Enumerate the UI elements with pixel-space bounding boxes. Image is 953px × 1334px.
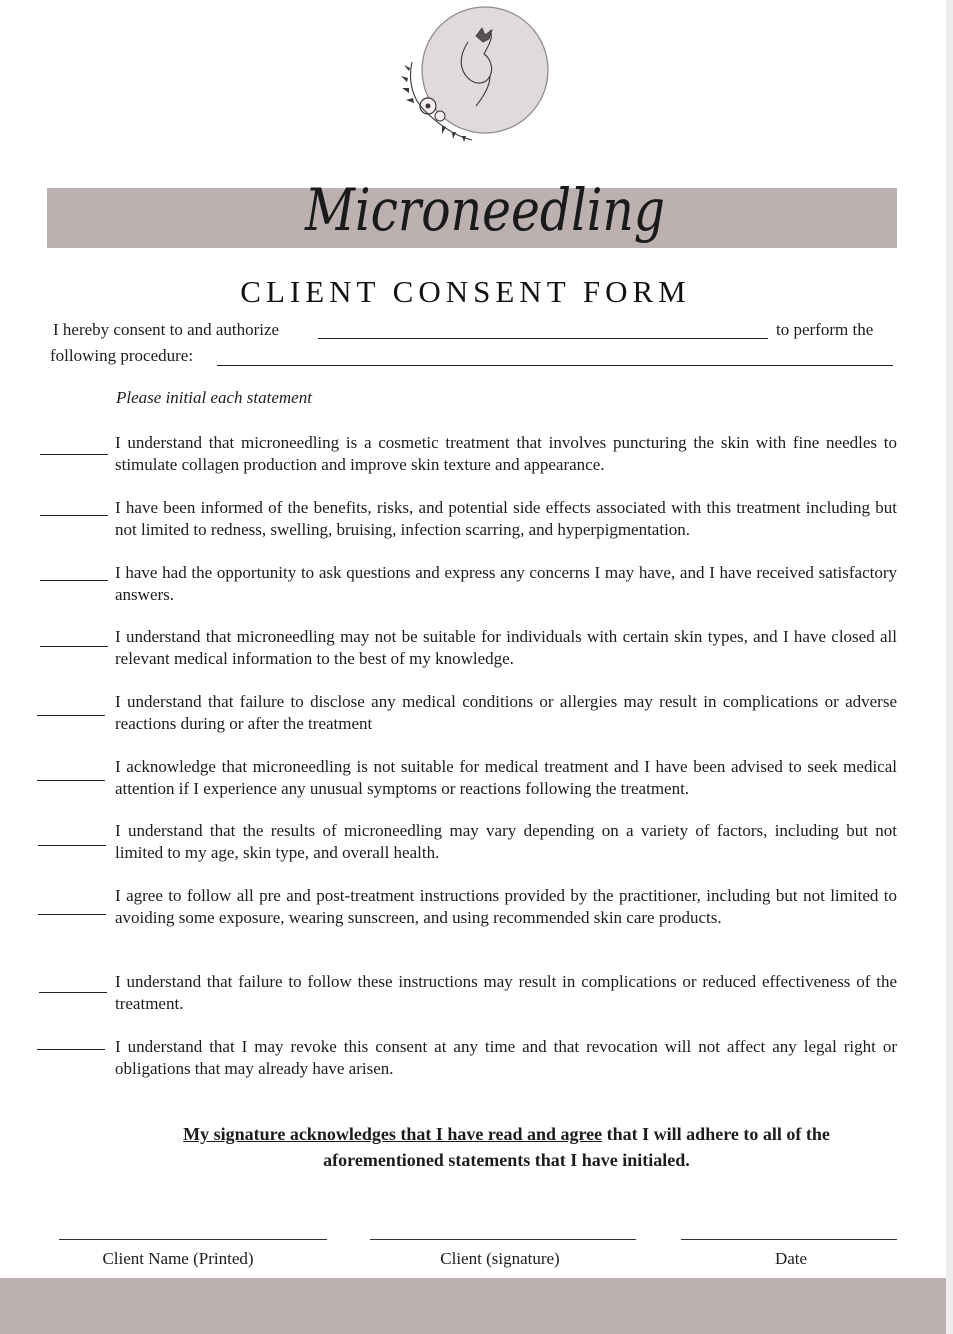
procedure-label: following procedure: [50,346,194,365]
initial-blank[interactable] [38,845,106,846]
statement-text: I understand that the results of microneedling may vary depending on a variety of factors, including but not limited to my age, skin type, and overall health. [115,821,897,862]
initial-blank[interactable] [40,646,108,647]
date-label: Date [774,1249,808,1268]
statement-text: I acknowledge that microneedling is not suitable for medical treatment and I have been advised to seek medical attention if I experience any unusual symptoms or reactions following the treatment. [115,757,897,798]
consent-authorize-row [53,320,895,340]
authorize-suffix: to perform the [776,320,874,339]
acknowledgement-line2: aforementioned statements that I have initialed. [323,1150,690,1170]
client-name-label: Client Name (Printed) [102,1249,254,1268]
practitioner-blank[interactable] [318,338,768,339]
initial-blank[interactable] [37,715,105,716]
authorize-prefix: I hereby consent to and authorize [53,320,280,339]
statement-text: I have had the opportunity to ask questions and express any concerns I may have, and I have received satisfactory answers. [115,563,897,604]
form-heading: CLIENT CONSENT FORM [240,274,691,309]
initial-blank[interactable] [40,515,108,516]
initial-blank[interactable] [37,780,105,781]
acknowledgement-line1-rest: that I will adhere to all of the [602,1124,830,1144]
acknowledgement-underlined: My signature acknowledges that I have read and agree [183,1124,603,1144]
procedure-blank[interactable] [217,365,893,366]
initial-blank[interactable] [38,914,106,915]
initial-blank[interactable] [37,1049,105,1050]
script-title [290,168,680,278]
date-line[interactable] [681,1239,897,1240]
statement-text: I have been informed of the benefits, risks, and potential side effects associated with this treatment including but not limited to redness, swelling, bruising, infection scarring, and hyperpigmentation. [115,498,897,539]
signature-acknowledgement [150,1121,863,1173]
initial-blank[interactable] [39,992,107,993]
statement-text: I understand that microneedling may not be suitable for individuals with certain skin types, and I have closed all relevant medical information to the best of my knowledge. [115,627,897,668]
statement-text: I understand that failure to disclose any medical conditions or allergies may result in complications or adverse reactions during or after the treatment [115,692,897,733]
statement-text: I agree to follow all pre and post-treatment instructions provided by the practitioner, including but not limited to avoiding some exposure, wearing sunscreen, and using recommended skin care products. [115,886,897,927]
statement-text: I understand that microneedling is a cosmetic treatment that involves puncturing the skin with fine needles to stimulate collagen production and improve skin texture and appearance. [115,433,897,474]
initial-blank[interactable] [40,454,108,455]
statement-text: I understand that failure to follow these instructions may result in complications or reduced effectiveness of the treatment. [115,972,897,1013]
statement-text: I understand that I may revoke this consent at any time and that revocation will not affect any legal right or obligations that may already have arisen. [115,1037,897,1078]
script-title-text: Microneedling [304,176,665,244]
instruction-text: Please initial each statement [116,388,312,407]
client-signature-label: Client (signature) [440,1249,560,1268]
page-edge [946,0,953,1334]
client-name-line[interactable] [59,1239,327,1240]
consent-procedure-row [50,346,895,366]
footer-band [0,1278,946,1334]
client-signature-line[interactable] [370,1239,636,1240]
initial-blank[interactable] [40,580,108,581]
logo-emblem [398,2,548,154]
